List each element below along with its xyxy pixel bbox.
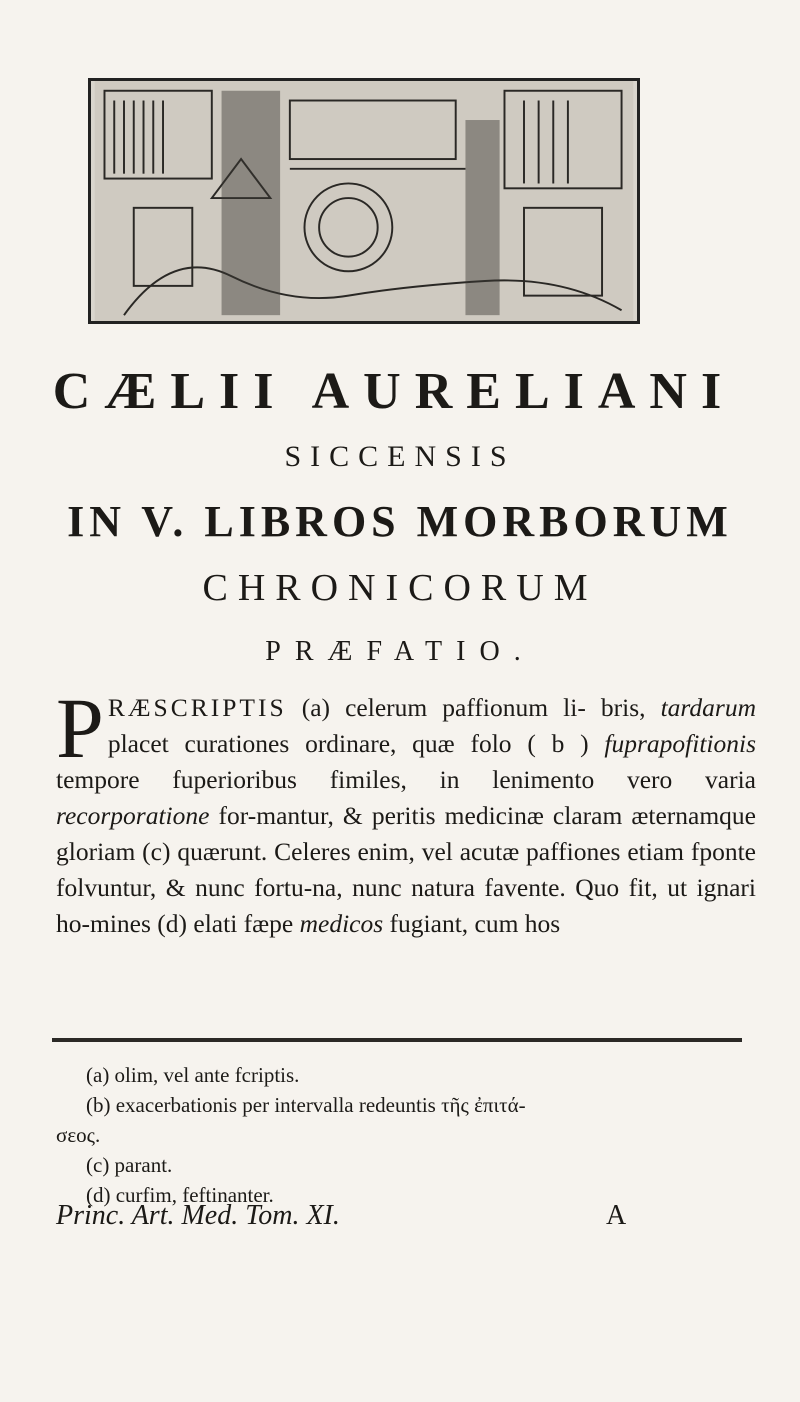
text-run: fugiant, cum hos: [383, 909, 561, 938]
section-heading: PRÆFATIO.: [265, 636, 535, 667]
work-title-continued: CHRONICORUM: [202, 567, 598, 609]
italic-term: recorporatione: [56, 801, 210, 830]
text-run: bris,: [600, 693, 661, 722]
work-title: IN V. LIBROS MORBORUM: [67, 497, 733, 546]
italic-term: fuprapofitionis: [604, 729, 756, 758]
footnotes: [56, 1060, 756, 1210]
author-origin: SICCENSIS: [284, 440, 516, 473]
engraved-headpiece-illustration-icon: [91, 81, 637, 321]
text-run: for-mantur, & peritis medicinæ claram æternamque gloriam (c) quærunt. Celeres enim, vel acutæ paffiones etiam fponte folvuntur, & nunc fortu-na, nunc natura favente. Quo fit, ut ignari ho-mines (d) elati fæpe: [56, 801, 756, 938]
footnote-continued: σεος.: [56, 1123, 101, 1147]
page-footer: [56, 1200, 756, 1232]
preface-paragraph: [56, 680, 756, 942]
footer-series: Princ. Art. Med. Tom. XI.: [56, 1200, 340, 1231]
text-run: (a) celerum paffionum li-: [286, 693, 586, 722]
footnote-divider: [52, 1038, 742, 1042]
engraved-headpiece: [88, 78, 640, 324]
footnote: (d) curfim, feftinanter.: [86, 1183, 274, 1207]
italic-term: tardarum: [660, 693, 756, 722]
italic-term: medicos: [299, 909, 384, 938]
signature-mark: A: [606, 1200, 627, 1231]
footnote: (b) exacerbationis per intervalla redeuntis τῆς ἐπιτά-: [86, 1093, 526, 1117]
author-title: CÆLII AURELIANI: [52, 363, 736, 420]
drop-cap: P: [56, 680, 104, 776]
text-run: tempore fuperioribus fimiles, in lenimento vero varia: [56, 765, 756, 794]
footnote: (a) olim, vel ante fcriptis.: [86, 1063, 300, 1087]
footnote: (c) parant.: [86, 1153, 173, 1177]
opening-word: RÆSCRIPTIS: [107, 693, 287, 722]
text-run: placet curationes ordinare, quæ folo ( b ): [107, 729, 605, 758]
